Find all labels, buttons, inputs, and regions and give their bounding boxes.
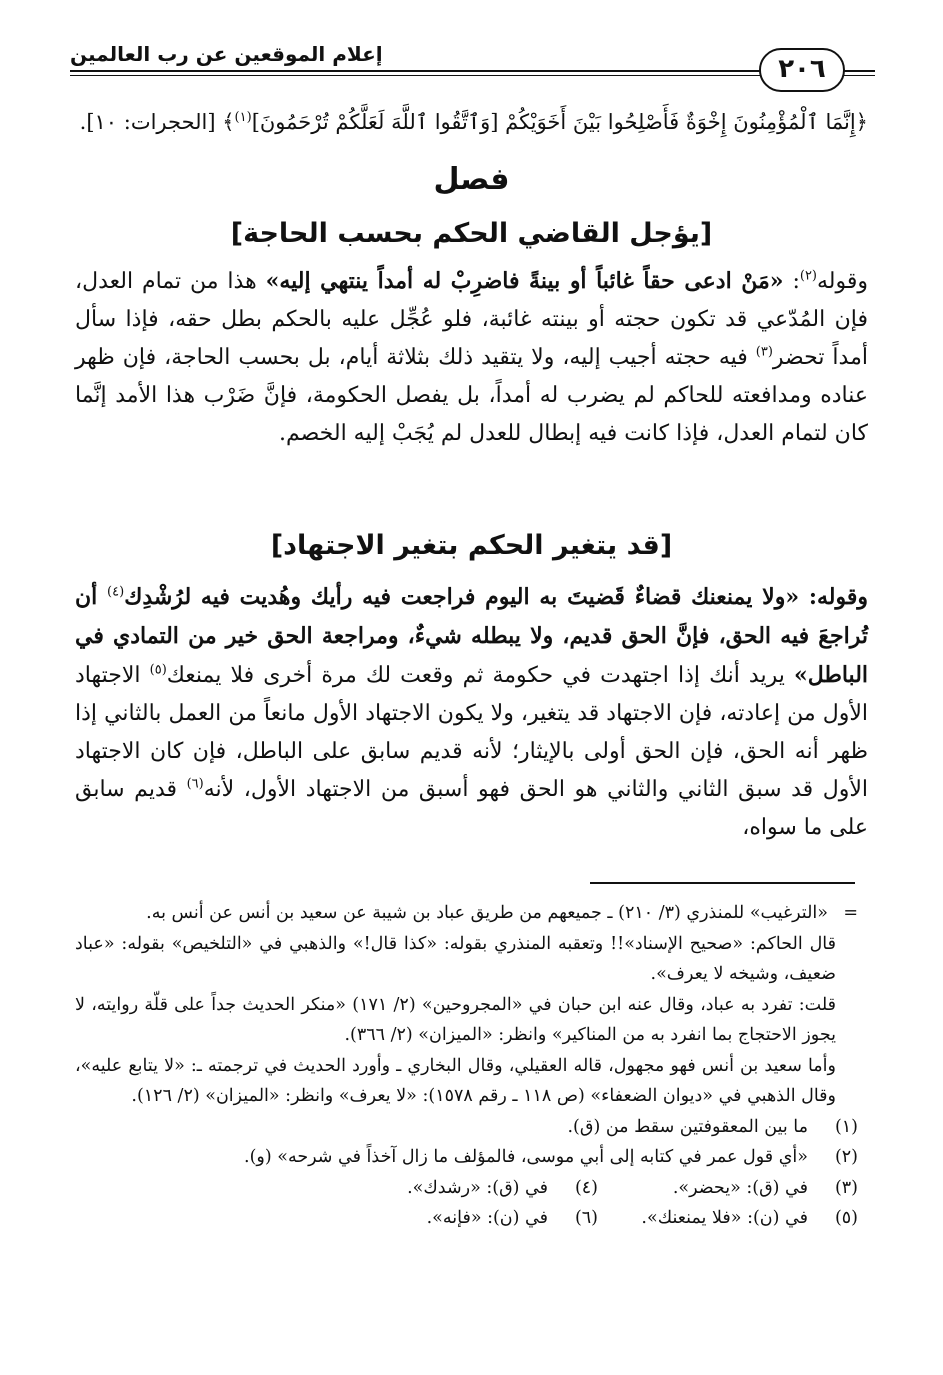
footnote-separator <box>590 882 855 884</box>
para1-text-2: فيه حجته أجيب إليه، ولا يتقيد ذلك بثلاثة أيام، بل بحسب الحاجة، فإن ظهر عناده ومدافعته للحاكم لم يضرب له أمداً، بل يفصل الحكومة، فإنَّ ضَرْب هذا الأمد إنَّما كان لتمام العدل، فإذا كانت فيه إبطال للعدل لم يُجَبْ إليه الخصم. <box>75 345 868 446</box>
para1-quote: «مَنْ ادعى حقاً غائباً أو بينةً فاضرِبْ له أمداً ينتهي إليه» <box>265 268 784 294</box>
subheading-delay-judgment: [يؤجل القاضي الحكم بحسب الحاجة] <box>230 218 713 249</box>
page-number: ٢٠٦ <box>759 48 845 92</box>
continuation-mark: = <box>843 903 858 923</box>
footnote-ref-1: (١) <box>234 110 252 125</box>
para1-text-1: هذا من تمام العدل، فإن المُدّعي قد تكون حجته أو بينته غائبة، فلو عُجِّل عليه بالحكم بطل حقه، فإذا سأل أمداً تحضر <box>75 269 868 370</box>
footnote-text: في (ق): «رشدك». <box>407 1177 548 1198</box>
footnote-number: (٥) <box>834 1208 858 1228</box>
verse-text: ﴿إِنَّمَا ٱلْمُؤْمِنُونَ إِخْوَةٌ فَأَصْلِحُوا بَيْنَ أَخَوَيْكُمْ [وَٱتَّقُوا ٱللَّهَ لَعَلَّكُمْ تُرْحَمُونَ] <box>251 110 868 134</box>
footnote-number: (٢) <box>834 1147 858 1167</box>
footnote-row-3-4 <box>75 1173 858 1204</box>
footnote-text: «أي قول عمر في كتابه إلى أبي موسى، فالمؤلف ما زال آخذاً في شرحه» (و). <box>244 1147 808 1167</box>
footnote-line: قلت: تفرد به عباد، وقال عنه ابن حبان في «المجروحين» (٢/ ١٧١) «منكر الحديث جداً على قلّة روايته، لا يجوز الاحتجاج بما انفرد به من المناكير» وانظر: «الميزان» (٢/ ٣٦٦). <box>75 994 836 1045</box>
page-header <box>70 40 875 90</box>
verse-reference: ﴾ [الحجرات: ١٠]. <box>79 110 235 134</box>
para1-lead: وقوله <box>817 269 869 294</box>
footnote-2 <box>75 1142 858 1173</box>
header-rule <box>70 70 875 72</box>
footnote-1 <box>75 1112 858 1143</box>
footnote-line: قال الحاكم: «صحيح الإسناد»!! وتعقبه المنذري بقوله: «كذا قال!» والذهبي في «التلخيص» بقوله: «عباد ضعيف، وشيخه لا يعرف». <box>75 933 836 984</box>
para2-text-2: الاجتهاد الأول من إعادته، فإن الاجتهاد قد يتغير، ولا يكون الاجتهاد الأول مانعاً من العمل بالثاني إذا ظهر أنه الحق، فإن الحق أولى بالإيثار؛ لأنه قديم سابق على الباطل، فإن كان الاجتهاد الأول قد سبق الثاني والثاني هو الحق فهو أسبق من الاجتهاد الأول، لأنه <box>75 663 868 802</box>
footnote-number: (١) <box>834 1116 858 1137</box>
footnote-number: (٦) <box>574 1208 598 1228</box>
footnote-text: في (ن): «فلا يمنعنك». <box>641 1208 808 1228</box>
footnote-ref-6: (٦) <box>186 776 204 792</box>
footnote-text: في (ن): «فإنه». <box>426 1208 548 1228</box>
footnote-text: في (ق): «يحضر». <box>672 1177 808 1198</box>
header-rule-thin <box>70 75 875 76</box>
footnote-row-5-6 <box>75 1203 858 1234</box>
footnote-number: (٣) <box>834 1177 858 1198</box>
footnote-6 <box>427 1203 598 1234</box>
footnote-continuation-text: «الترغيب» للمنذري (٣/ ٢١٠) ـ جميعهم من طريق عباد بن شيبة عن سعيد بن أنس عن أنس به. <box>146 903 828 923</box>
footnote-ref-3: (٣) <box>755 344 773 360</box>
footnotes <box>75 898 858 1234</box>
footnote-ref-4: (٤) <box>107 584 125 600</box>
paragraph-1 <box>75 262 868 453</box>
footnote-5 <box>598 1203 858 1234</box>
footnote-line: وأما سعيد بن أنس فهو مجهول، قاله العقيلي، وقال البخاري ـ وأورد الحديث في ترجمته ـ: «لا يتابع عليه»، وقال الذهبي في «ديوان الضعفاء» (ص ١١٨ ـ رقم ١٥٧٨): «لا يعرف» وانظر: «الميزان» (٢/ ١٢٦). <box>75 1055 836 1106</box>
para2-lead: وقوله: <box>799 584 868 610</box>
footnote-continuation <box>75 898 858 929</box>
para2-text-1: يريد أنك إذا اجتهدت في حكومة ثم وقعت لك مرة أخرى فلا يمنعك <box>166 663 794 688</box>
footnote-3 <box>598 1173 858 1204</box>
para2-text-3: قديم سابق على ما سواه، <box>75 777 868 840</box>
running-title: إعلام الموقعين عن رب العالمين <box>70 42 383 66</box>
footnote-text: ما بين المعقوفتين سقط من (ق). <box>567 1116 808 1137</box>
footnote-4 <box>407 1173 598 1204</box>
paragraph-2 <box>75 578 868 847</box>
para2-quote-1: «ولا يمنعنك قضاءٌ قَضيتَ به اليوم فراجعت فيه رأيك وهُديت فيه لرُشْدِك <box>124 584 800 610</box>
footnote-ref-5: (٥) <box>149 662 167 678</box>
section-heading: فصل <box>433 162 510 197</box>
para2-quote-2: أن تُراجعَ فيه الحق، فإنَّ الحق قديم، ولا يبطله شيءٌ، ومراجعة الحق خير من التمادي في الباطل» <box>75 584 869 688</box>
footnote-ref-2: (٢) <box>799 268 817 284</box>
quran-verse <box>75 102 868 142</box>
footnote-number: (٤) <box>574 1177 598 1198</box>
subheading-ijtihad-change: [قد يتغير الحكم بتغير الاجتهاد] <box>270 530 673 561</box>
para1-colon: : <box>783 269 800 294</box>
